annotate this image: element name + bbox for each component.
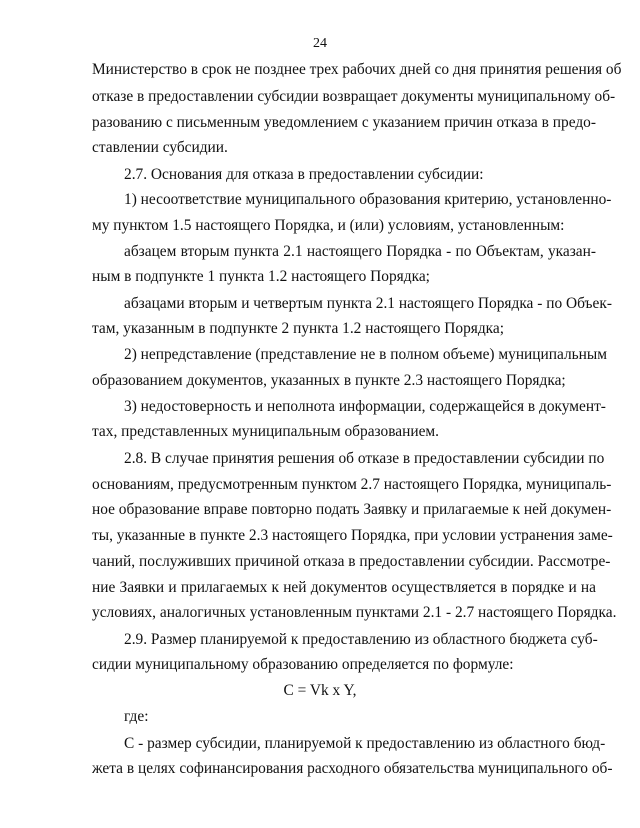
text-line: му пунктом 1.5 настоящего Порядка, и (или) условиям, установленным: [92,217,565,234]
text-line: Министерство в срок не позднее трех рабочих дней со дня принятия решения об [92,61,622,78]
text-line: там, указанным в подпункте 2 пункта 1.2 настоящего Порядка; [92,320,505,337]
text-line: 3) недостоверность и неполнота информации, содержащейся в документ- [124,398,606,415]
page-number: 24 [313,36,327,51]
text-line: абзацем вторым пункта 2.1 настоящего Порядка - по Объектам, указан- [124,243,596,260]
text-line: 1) несоответствие муниципального образования критерию, установленно- [124,191,612,208]
text-line: где: [124,708,149,725]
text-line: условиях, аналогичных установленным пунктами 2.1 - 2.7 настоящего Порядка. [92,604,617,621]
text-line: ным в подпункте 1 пункта 1.2 настоящего Порядка; [92,268,430,285]
text-line: отказе в предоставлении субсидии возвращает документы муниципальному об- [92,88,616,105]
formula: C = Vk x Y, [283,682,357,699]
text-line: жета в целях софинансирования расходного обязательства муниципального об- [92,760,613,777]
text-line: чаний, послуживших причиной отказа в предоставлении субсидии. Рассмотре- [92,553,611,570]
text-line: 2.9. Размер планируемой к предоставлению из областного бюджета суб- [124,631,598,648]
text-line: 2.8. В случае принятия решения об отказе в предоставлении субсидии по [124,450,605,467]
text-line: тах, представленных муниципальным образованием. [92,423,440,440]
text-line: основаниям, предусмотренным пунктом 2.7 настоящего Порядка, муниципаль- [92,476,612,493]
text-line: сидии муниципальному образованию определяется по формуле: [92,656,514,673]
text-line: абзацами вторым и четвертым пункта 2.1 настоящего Порядка - по Объек- [124,295,612,312]
text-line: 2.7. Основания для отказа в предоставлении субсидии: [124,166,484,183]
text-line: ты, указанные в пункте 2.3 настоящего Порядка, при условии устранения заме- [92,527,613,544]
text-line: разованию с письменным уведомлением с указанием причин отказа в предо- [92,114,596,131]
text-line: ставлении субсидии. [92,139,228,156]
text-line: ное образование вправе повторно подать Заявку и прилагаемые к ней докумен- [92,501,612,518]
text-line: ние Заявки и прилагаемых к ней документов осуществляется в порядке и на [92,579,596,596]
text-line: C - размер субсидии, планируемой к предоставлению из областного бюд- [124,735,606,752]
text-line: 2) непредставление (представление не в полном объеме) муниципальным [124,346,607,363]
text-line: образованием документов, указанных в пункте 2.3 настоящего Порядка; [92,372,566,389]
